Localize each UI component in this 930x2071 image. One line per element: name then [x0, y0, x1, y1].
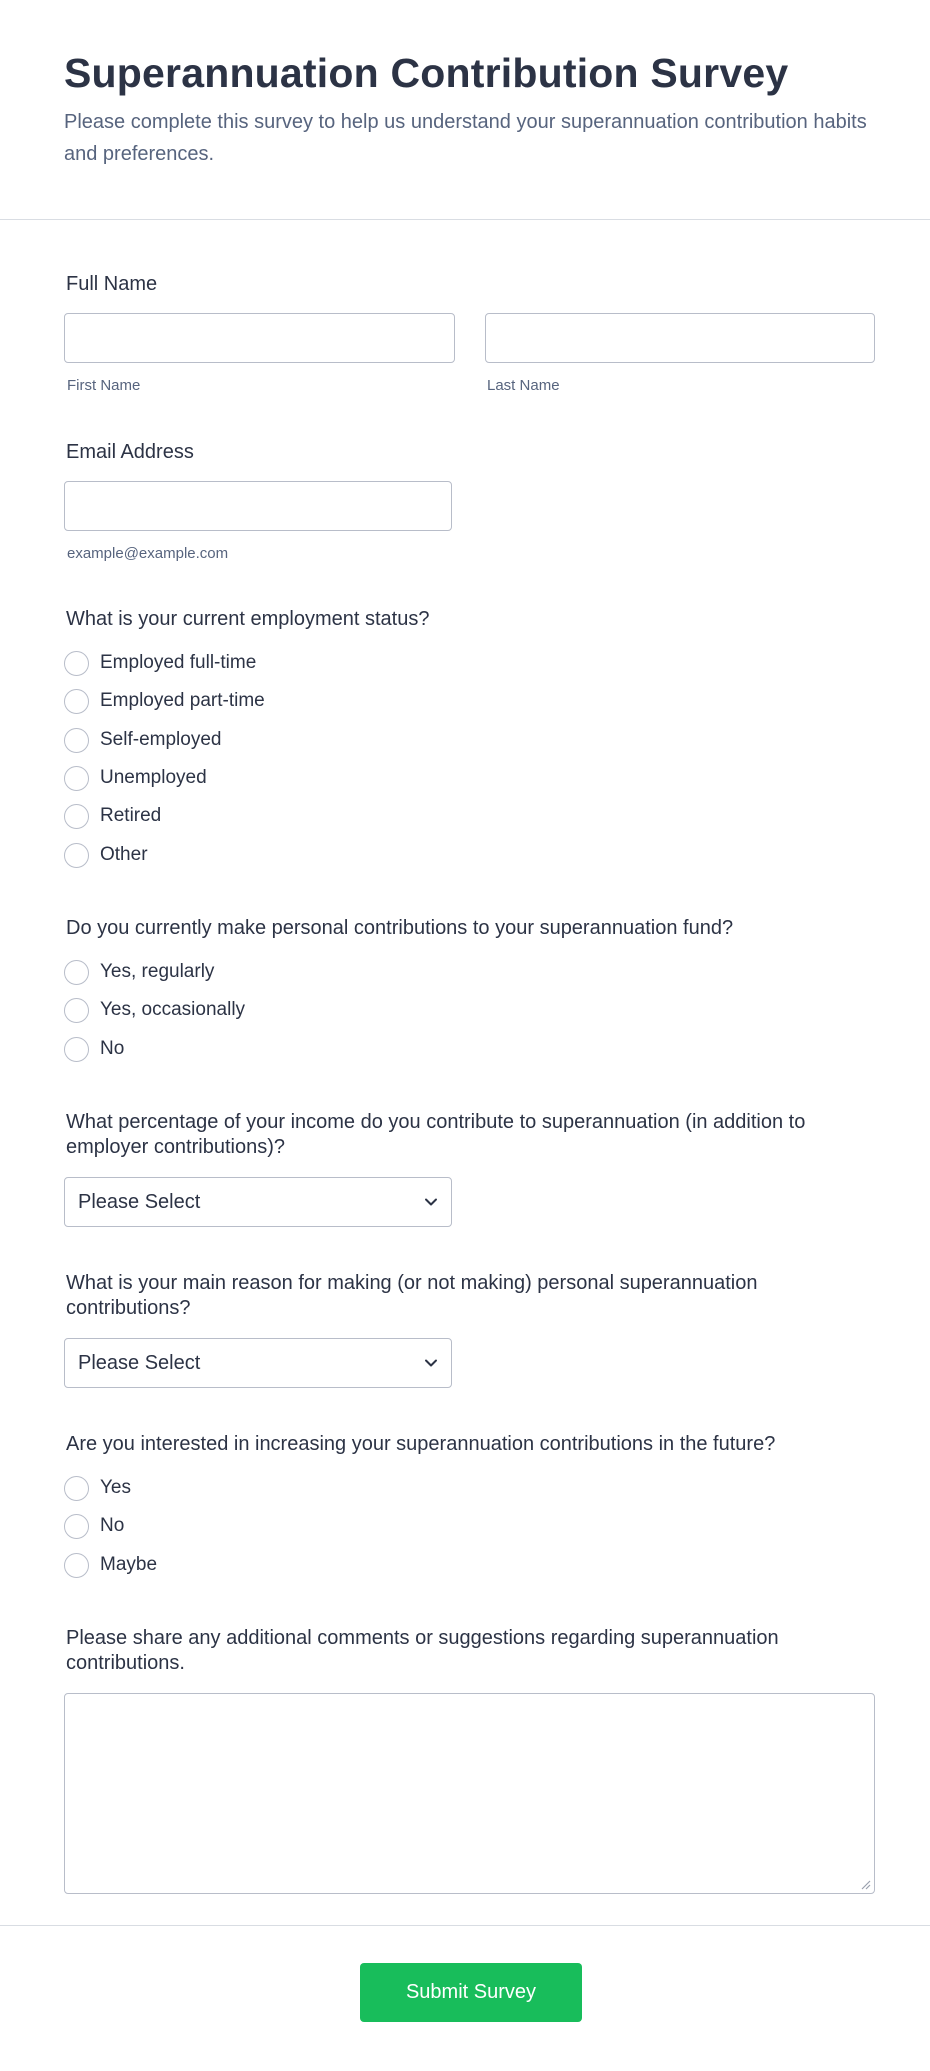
employment-option-part-time[interactable]: Employed part-time	[64, 688, 265, 714]
radio-button[interactable]	[64, 1553, 89, 1578]
radio-button[interactable]	[64, 1037, 89, 1062]
last-name-sublabel: Last Name	[487, 377, 560, 394]
radio-button[interactable]	[64, 766, 89, 791]
radio-button[interactable]	[64, 689, 89, 714]
radio-button[interactable]	[64, 998, 89, 1023]
employment-option-self-employed[interactable]: Self-employed	[64, 727, 221, 753]
comments-question: Please share any additional comments or suggestions regarding superannuation contributions.	[66, 1627, 779, 1674]
percentage-select[interactable]	[64, 1177, 452, 1227]
submit-survey-button[interactable]: Submit Survey	[360, 1963, 582, 2022]
contrib-option-no[interactable]: No	[64, 1036, 124, 1062]
last-name-input[interactable]	[485, 313, 875, 363]
radio-button[interactable]	[64, 804, 89, 829]
percentage-question: What percentage of your income do you contribute to superannuation (in addition to employer contributions)?	[66, 1111, 806, 1158]
footer-divider	[0, 1925, 930, 1926]
employment-question: What is your current employment status?	[66, 608, 430, 630]
email-label: Email Address	[66, 441, 194, 463]
first-name-sublabel: First Name	[67, 377, 141, 394]
reason-select[interactable]	[64, 1338, 452, 1388]
email-input[interactable]	[64, 481, 452, 531]
radio-button[interactable]	[64, 1476, 89, 1501]
employment-option-retired[interactable]: Retired	[64, 803, 161, 829]
personal-contrib-question: Do you currently make personal contributions to your superannuation fund?	[66, 917, 734, 939]
radio-button[interactable]	[64, 728, 89, 753]
contrib-option-occasionally[interactable]: Yes, occasionally	[64, 997, 245, 1023]
chevron-down-icon	[424, 1358, 438, 1368]
radio-button[interactable]	[64, 843, 89, 868]
reason-question: What is your main reason for making (or not making) personal superannuation contributions?	[66, 1272, 758, 1319]
first-name-input[interactable]	[64, 313, 455, 363]
increase-option-yes[interactable]: Yes	[64, 1475, 131, 1501]
page-subtitle: Please complete this survey to help us understand your superannuation contribution habits and preferences.	[64, 111, 867, 165]
reason-selected-value: Please Select	[78, 1351, 201, 1374]
contrib-option-regularly[interactable]: Yes, regularly	[64, 959, 214, 985]
comments-textarea[interactable]	[64, 1693, 875, 1894]
resize-grip-icon[interactable]	[859, 1878, 871, 1890]
employment-option-unemployed[interactable]: Unemployed	[64, 765, 207, 791]
full-name-label: Full Name	[66, 273, 158, 295]
radio-button[interactable]	[64, 960, 89, 985]
chevron-down-icon	[424, 1197, 438, 1207]
page-title: Superannuation Contribution Survey	[64, 50, 789, 96]
email-sublabel: example@example.com	[67, 545, 229, 562]
increase-question: Are you interested in increasing your superannuation contributions in the future?	[66, 1433, 776, 1455]
form-header	[0, 0, 930, 220]
employment-option-other[interactable]: Other	[64, 842, 148, 868]
increase-option-maybe[interactable]: Maybe	[64, 1552, 157, 1578]
increase-option-no[interactable]: No	[64, 1513, 124, 1539]
employment-option-full-time[interactable]: Employed full-time	[64, 650, 256, 676]
radio-button[interactable]	[64, 1514, 89, 1539]
radio-button[interactable]	[64, 651, 89, 676]
percentage-selected-value: Please Select	[78, 1190, 201, 1213]
